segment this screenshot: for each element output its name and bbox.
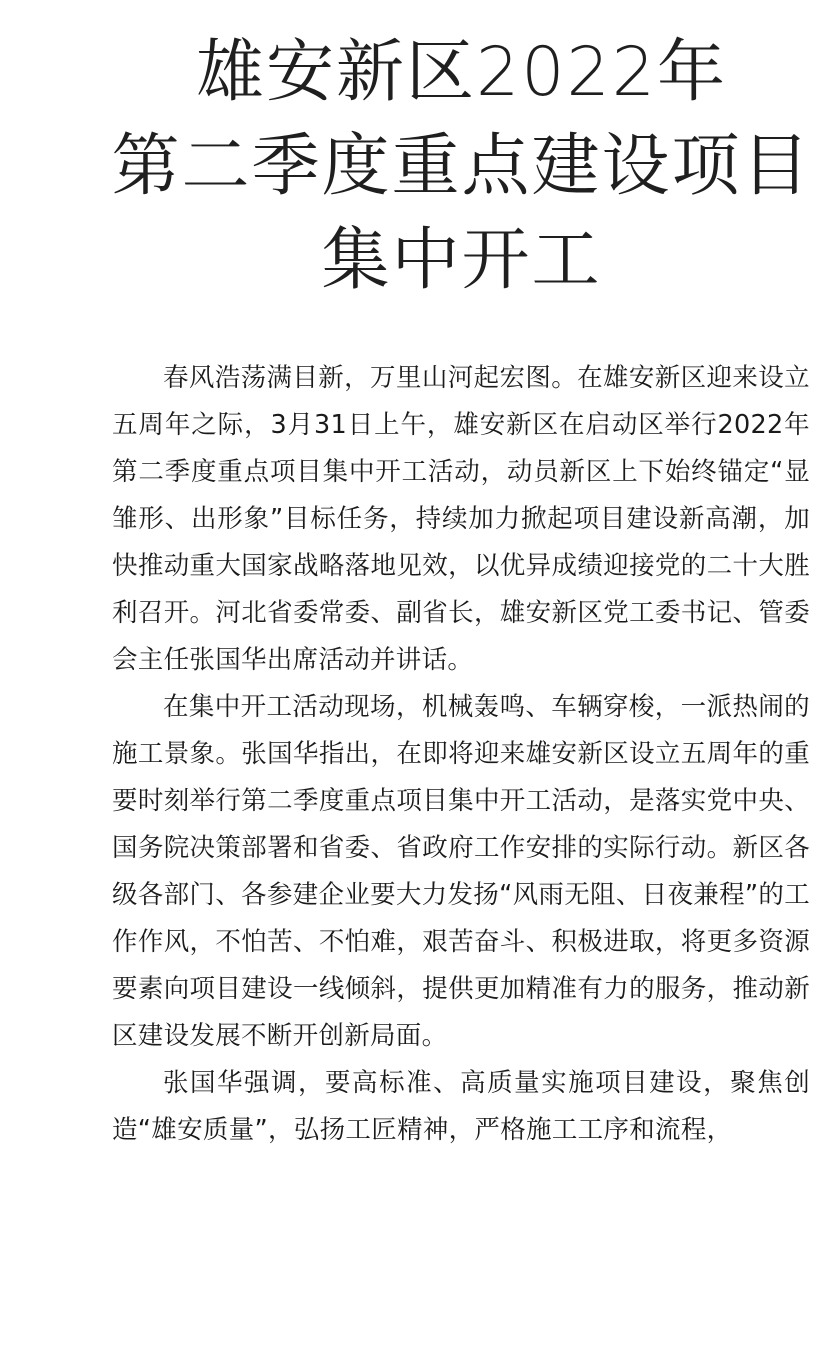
title-line-3: 集中开工 bbox=[321, 221, 602, 300]
article-body bbox=[112, 355, 810, 1154]
paragraph-1: 春风浩荡满目新，万里山河起宏图。在雄安新区迎来设立五周年之际，3月31日上午，雄安新区在启动区举行2022年第二季度重点项目集中开工活动，动员新区上下始终锚定“显雏形、出形象”目标任务，持续加力掀起项目建设新高潮，加快推动重大国家战略落地见效，以优异成绩迎接党的二十大胜利召开。河北省委常委、副省长，雄安新区党工委书记、管委会主任张国华出席活动并讲话。 bbox=[112, 363, 810, 675]
paragraph-3: 张国华强调，要高标准、高质量实施项目建设，聚焦创造“雄安质量”，弘扬工匠精神，严格施工工序和流程， bbox=[112, 1068, 810, 1145]
paragraph-2: 在集中开工活动现场，机械轰鸣、车辆穿梭，一派热闹的施工景象。张国华指出，在即将迎来雄安新区设立五周年的重要时刻举行第二季度重点项目集中开工活动，是落实党中央、国务院决策部署和省委、省政府工作安排的实际行动。新区各级各部门、各参建企业要大力发扬“风雨无阻、日夜兼程”的工作作风，不怕苦、不怕难，艰苦奋斗、积极进取，将更多资源要素向项目建设一线倾斜，提供更加精准有力的服务，推动新区建设发展不断开创新局面。 bbox=[112, 692, 810, 1051]
title-line-2: 第二季度重点建设项目 bbox=[111, 127, 812, 206]
article-title bbox=[96, 26, 827, 308]
title-line-1: 雄安新区2022年 bbox=[195, 33, 728, 112]
